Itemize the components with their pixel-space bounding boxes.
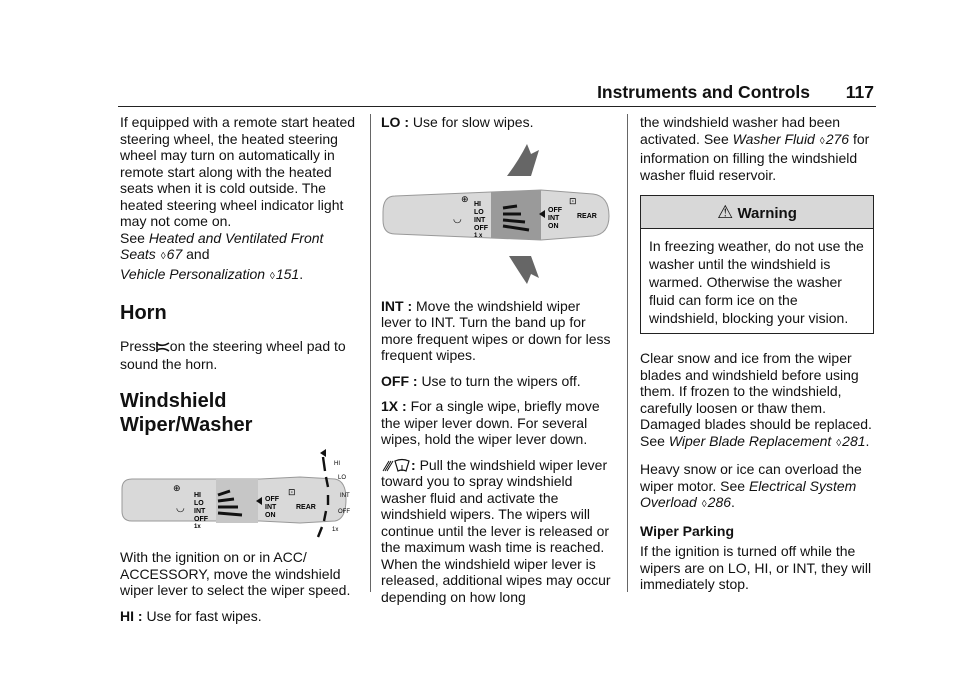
svg-text:ON: ON [265, 512, 276, 519]
washer-fluid-paragraph: the windshield washer had been activated. See Washer Fluid ◊276 for information on filling the windshield washer fluid reservoir. [640, 114, 870, 183]
svg-text:INT: INT [548, 214, 560, 222]
svg-text:HI: HI [334, 461, 340, 467]
wiper-heading: Windshield Wiper/Washer [120, 390, 253, 436]
windshield-washer-icon [381, 457, 411, 473]
svg-text:OFF: OFF [265, 496, 279, 503]
svg-text:1x: 1x [332, 527, 339, 533]
1x-paragraph: 1X : For a single wipe, briefly move the wiper lever down. For several wipes, hold the wiper lever down. [381, 398, 600, 447]
page-ref-icon: ◊ [160, 251, 166, 262]
rear-washer-icon: ⊡ [288, 487, 296, 497]
wiper-icon: ◡ [176, 503, 185, 514]
wiper-parking-paragraph: If the ignition is turned off while the wipers are on LO, HI, or INT, they will immediately stop. [640, 543, 872, 592]
svg-text:INT: INT [340, 493, 350, 499]
column-2 [381, 114, 613, 614]
svg-text:OFF: OFF [474, 224, 488, 232]
column-1 [120, 114, 358, 633]
svg-text:1x: 1x [194, 524, 201, 530]
hi-paragraph: HI : Use for fast wipes. [120, 607, 262, 624]
horn-icon [156, 341, 170, 353]
washer-paragraph: : Pull the windshield wiper lever toward you to spray windshield washer fluid and activate the windshield wipers. The wipers will continue until the lever is released or the maximum wash time is reached. When the windshield wiper lever is released, additional wipes may occur depending on how long [381, 456, 611, 605]
page-ref-icon: ◊ [819, 135, 825, 147]
link-vehicle-personalization[interactable]: Vehicle Personalization [120, 265, 266, 282]
horn-heading: Horn [120, 302, 167, 324]
overload-paragraph: Heavy snow or ice can overload the wiper motor. See Electrical System Overload ◊286. [640, 461, 880, 514]
svg-text:REAR: REAR [296, 504, 316, 511]
svg-text:REAR: REAR [577, 212, 597, 220]
svg-text:LO: LO [474, 208, 484, 216]
svg-text:LO: LO [338, 475, 347, 481]
page-ref-icon: ◊ [836, 437, 842, 449]
link-washer-fluid[interactable]: Washer Fluid [732, 130, 815, 147]
off-paragraph: OFF : Use to turn the wipers off. [381, 372, 581, 389]
svg-text:HI: HI [194, 492, 201, 499]
snow-ice-paragraph: Clear snow and ice from the wiper blades and windshield before using them. If frozen to the windshield, carefully loosen or thaw them. Damaged blades should be replaced. See Wiper Blade Replacement ◊281. [640, 350, 880, 452]
svg-text:ON: ON [548, 222, 559, 230]
svg-text:INT: INT [265, 504, 277, 511]
svg-text:1 x: 1 x [474, 232, 483, 239]
column-divider [627, 114, 628, 592]
svg-text:OFF: OFF [548, 206, 562, 214]
wiper-parking-heading: Wiper Parking [640, 522, 735, 539]
svg-text:OFF: OFF [338, 509, 350, 515]
svg-text:HI: HI [474, 200, 481, 208]
int-paragraph: INT : Move the windshield wiper lever to INT. Turn the band up for more frequent wipes or down for less frequent wipes. [381, 297, 611, 363]
svg-text:INT: INT [194, 508, 206, 515]
column-3 [640, 114, 880, 602]
link-electrical-system-overload[interactable]: Electrical System Overload [640, 477, 857, 510]
remote-start-paragraph: If equipped with a remote start heated steering wheel, the heated steering wheel may turn on automatically in remote start along with the heated seats when it is cold outside. The heated steering wheel indicator light may not come on. See Heated and Ventilated Front Seats ◊67 and Vehicle Personalization ◊151. [120, 114, 358, 285]
page-number: 117 [845, 82, 874, 102]
washer-icon: ⊕ [173, 483, 181, 493]
warning-header: ⚠ Warning [641, 196, 873, 229]
header-rule [118, 106, 876, 107]
wiper-icon: ◡ [453, 213, 462, 225]
column-divider [370, 114, 371, 592]
page-ref-icon: ◊ [269, 270, 275, 282]
link-wiper-blade-replacement[interactable]: Wiper Blade Replacement [668, 432, 832, 449]
washer-icon: ⊕ [461, 193, 469, 204]
section-title: Instruments and Controls [597, 82, 810, 102]
horn-paragraph: Press on the steering wheel pad to sound the horn. [120, 338, 346, 372]
page-header [118, 82, 876, 106]
svg-text:INT: INT [474, 216, 486, 224]
link-heated-seats[interactable]: Heated and Ventilated Front Seats [120, 229, 324, 262]
warning-box [640, 195, 874, 334]
warning-text: In freezing weather, do not use the washer until the windshield is warmed. Otherwise the washer fluid can form ice on the windshield, blocking your vision. [649, 238, 864, 326]
wiper-band-illustration [381, 140, 613, 288]
ignition-paragraph: With the ignition on or in ACC/ ACCESSORY, move the windshield wiper lever to select the wiper speed. [120, 549, 351, 598]
warning-icon: ⚠ [717, 202, 734, 222]
lo-paragraph: LO : Use for slow wipes. [381, 114, 534, 130]
page-ref-icon: ◊ [701, 499, 707, 510]
svg-text:LO: LO [194, 500, 204, 507]
rear-washer-icon: ⊡ [569, 195, 577, 206]
svg-text:OFF: OFF [194, 516, 208, 523]
wiper-lever-illustration [120, 449, 360, 539]
